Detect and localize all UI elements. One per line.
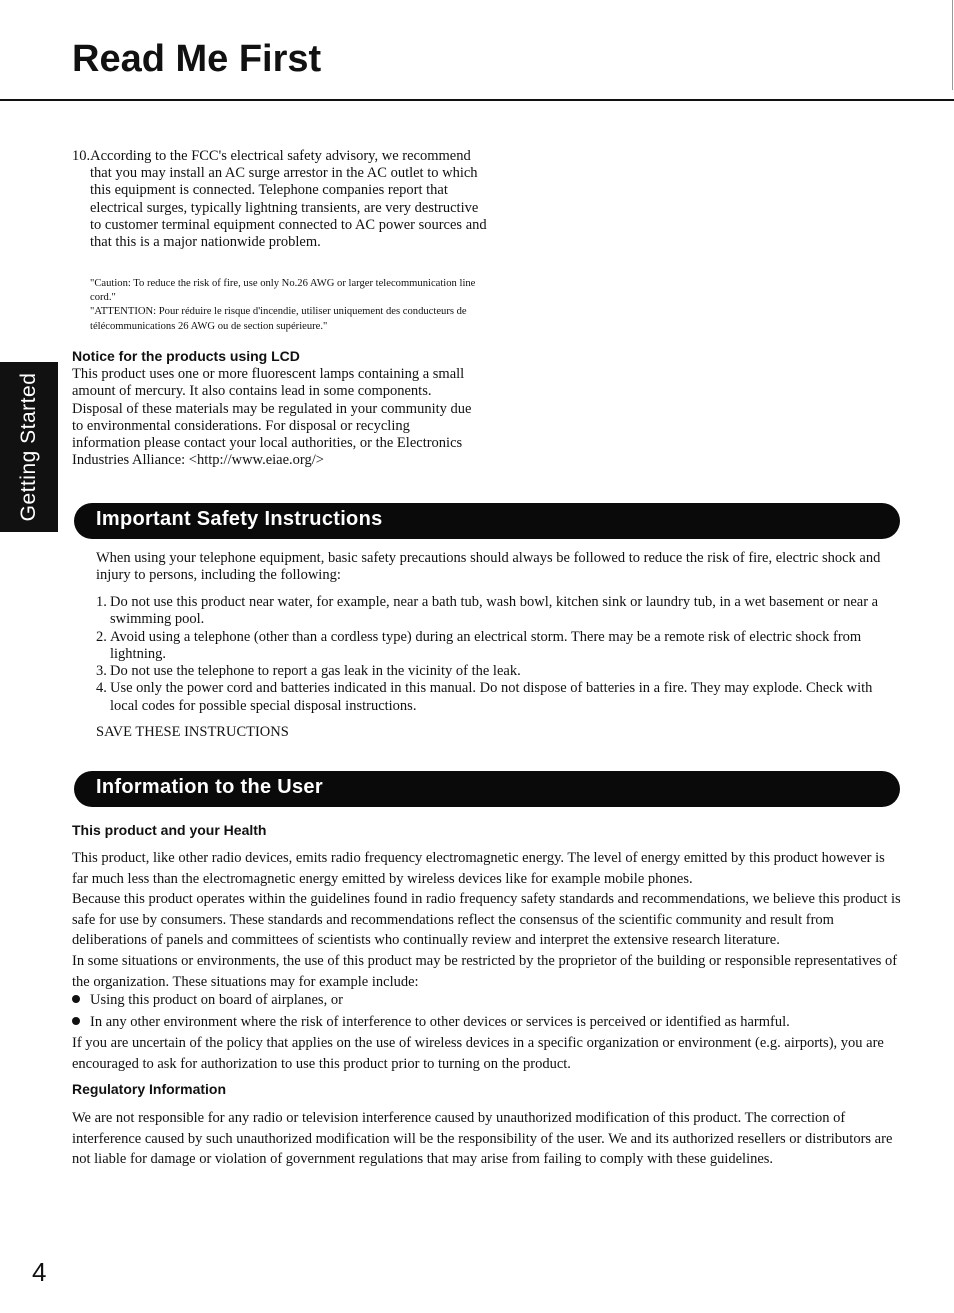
safety-banner — [74, 503, 900, 539]
lcd-paragraph: This product uses one or more fluorescent lamps containing a small amount of mercury. It also contains lead in some components. Disposal of these materials may be regulated in your community due to environmental considerations. For disposal or recycling information please contact your local authorities, or the Electronics Industries Alliance: <http://www.eiae.org/> — [72, 366, 472, 469]
side-tab — [0, 362, 58, 532]
save-instructions: SAVE THESE INSTRUCTIONS — [96, 724, 289, 740]
regulatory-paragraph: We are not responsible for any radio or television interference caused by unauthorized modification of this product. The correction of interference caused by such unauthorized modification will be the responsibility of the user. We and its authorized resellers or distributors are not liable for damage or violation of government regulations that may arise from failing to comply with these guidelines. — [72, 1110, 893, 1168]
info-banner-title: Information to the User — [96, 776, 323, 798]
caution-french: "ATTENTION: Pour réduire le risque d'incendie, utiliser uniquement des conducteurs de télécommunications 26 AWG ou de section supérieure." — [90, 306, 467, 332]
page-edge-line — [952, 0, 953, 90]
health-heading: This product and your Health — [72, 822, 267, 838]
health-paragraph-1: This product, like other radio devices, emits radio frequency electromagnetic energy. The level of energy emitted by this product however is far much less than the electromagnetic energy emitted by wireless devices like for example mobile phones. — [72, 850, 885, 887]
safety-list — [96, 594, 902, 715]
bullet-item: Using this product on board of airplanes, or — [72, 990, 902, 1011]
item-10-paragraph: 10.According to the FCC's electrical safety advisory, we recommend that you may install an AC surge arrestor in the AC outlet to which this equipment is connected. Telephone companies report that electrical surges, typically lightning transients, are very destructive to customer terminal equipment connected to AC power sources and that this is a major nationwide problem. — [72, 148, 487, 251]
header-rule — [0, 99, 954, 101]
safety-intro: When using your telephone equipment, basic safety precautions should always be followed to reduce the risk of fire, electric shock and injury to persons, including the following: — [96, 550, 881, 584]
bullet-item: In any other environment where the risk of interference to other devices or services is perceived or identified as harmful. — [72, 1012, 902, 1033]
regulatory-heading: Regulatory Information — [72, 1081, 227, 1097]
list-item: 2. Avoid using a telephone (other than a cordless type) during an electrical storm. There may be a remote risk of electric shock from lightning. — [96, 628, 862, 662]
caution-block — [90, 277, 476, 334]
info-banner — [74, 771, 900, 807]
safety-banner-title: Important Safety Instructions — [96, 508, 383, 530]
health-paragraph-3: In some situations or environments, the use of this product may be restricted by the proprietor of the building or responsible representatives of the organization. These situations may for example include: — [72, 953, 898, 990]
page-title: Read Me First — [72, 38, 322, 80]
bullet-dot-icon — [72, 995, 80, 1003]
list-item: 4. Use only the power cord and batteries indicated in this manual. Do not dispose of batteries in a fire. They may explode. Check with local codes for possible special disposal instructions. — [96, 680, 873, 714]
list-item: 3. Do not use the telephone to report a gas leak in the vicinity of the leak. — [96, 663, 521, 680]
health-paragraph-2: Because this product operates within the guidelines found in radio frequency safety standards and recommendations, we believe this product is safe for use by consumers. These standards and recommendations reflect the consensus of the scientific community and result from deliberations of panels and committees of scientists who continually review and interpret the extensive research literature. — [72, 891, 901, 949]
bullet-dot-icon — [72, 1017, 80, 1025]
page-number: 4 — [32, 1257, 47, 1287]
caution-english: "Caution: To reduce the risk of fire, use only No.26 AWG or larger telecommunication line cord." — [90, 278, 476, 304]
health-paragraph-4: If you are uncertain of the policy that applies on the use of wireless devices in a specific organization or environment (e.g. airports), you are encouraged to ask for authorization to use this product prior to turning on the product. — [72, 1035, 884, 1072]
side-tab-label: Getting Started — [17, 372, 40, 522]
lcd-heading: Notice for the products using LCD — [72, 348, 300, 364]
list-item: 1. Do not use this product near water, for example, near a bath tub, wash bowl, kitchen sink or laundry tub, in a wet basement or near a swimming pool. — [96, 594, 879, 628]
